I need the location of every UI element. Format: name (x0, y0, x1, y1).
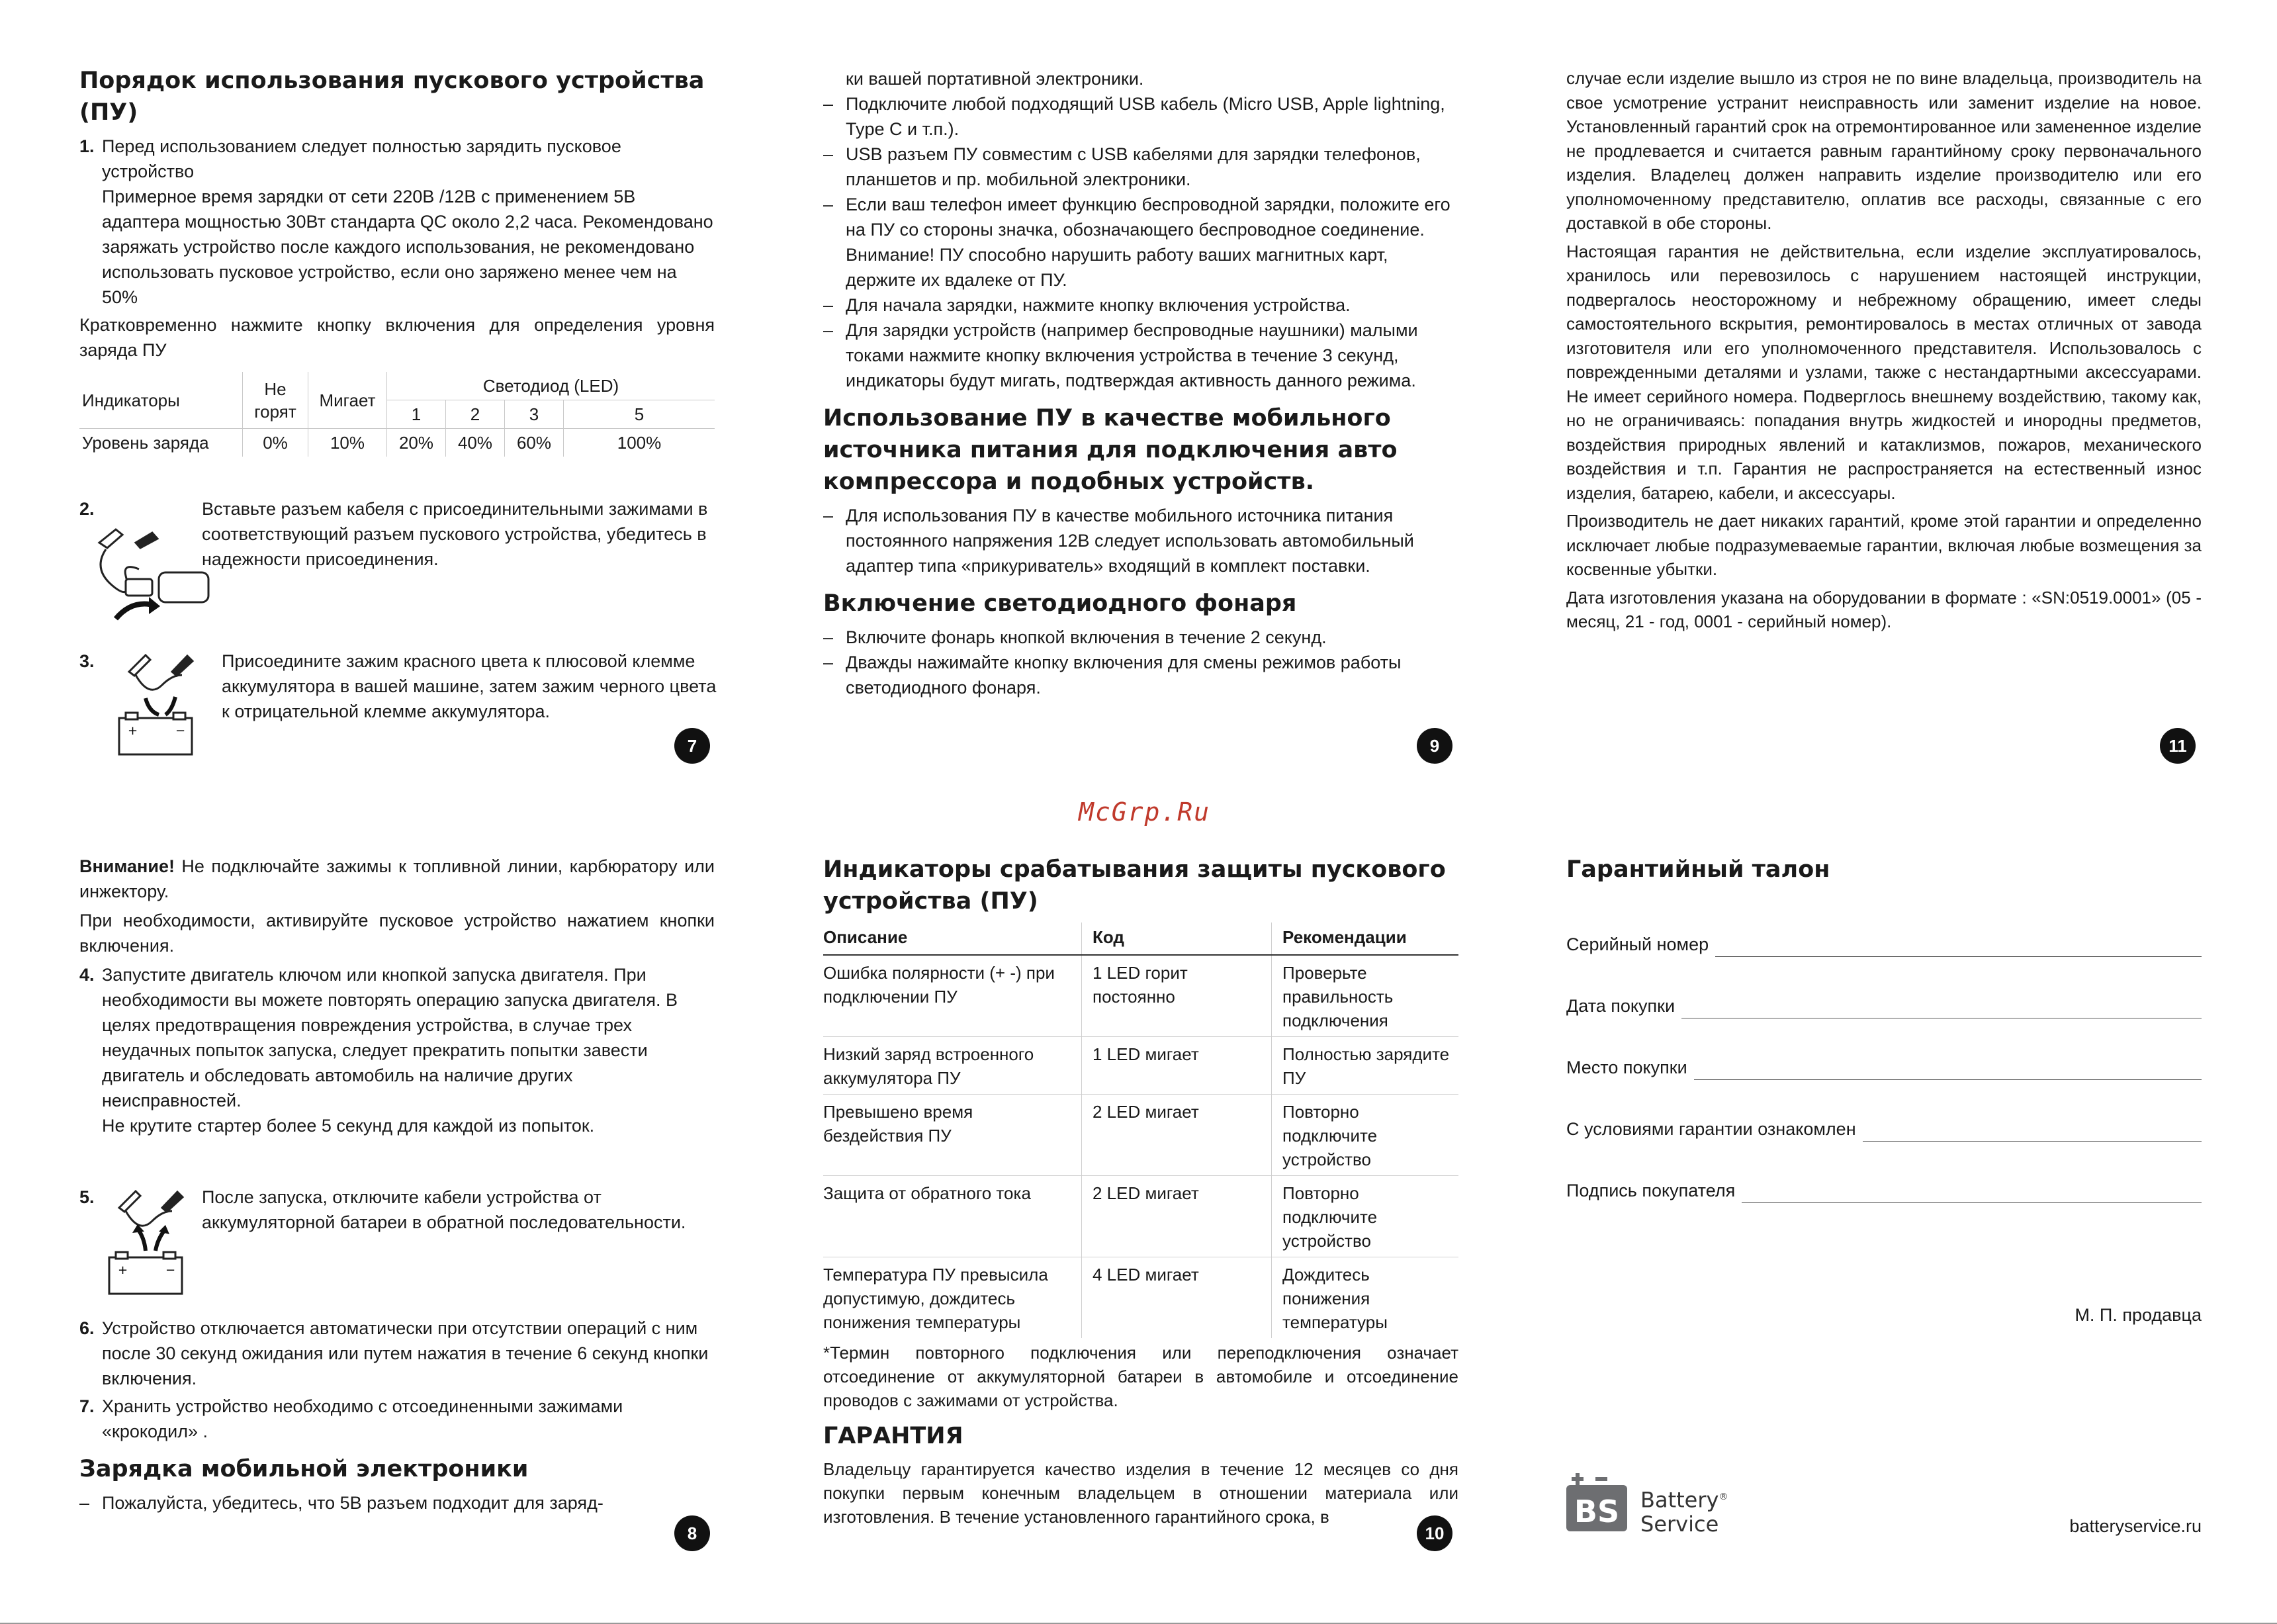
p12-title: Гарантийный талон (1566, 856, 1830, 883)
p10-heading-warranty: ГАРАНТИЯ (823, 1423, 963, 1449)
p7-brief: Кратковременно нажмите кнопку включения для определения уровня заряда ПУ (79, 315, 715, 360)
p8-step-7 (79, 1394, 715, 1444)
p9-bullet: – Для зарядки устройств (например беспроводные наушники) малыми токами нажмите кнопку включения устройства в течение 3 секунд, индикаторы будут мигать, подтверждая активность данного режима. (823, 318, 1458, 393)
p8-step-7-text: Хранить устройство необходимо с отсоединенными зажимами «крокодил» . (102, 1396, 623, 1441)
row-label: Уровень заряда (82, 433, 209, 453)
p11-para-2: Настоящая гарантия не действительна, если изделие эксплуатировалось, хранилось или перевозилось с нарушением настоящей инструкции, подвергалось неосторожному и небрежному обращению, имеет следы самостоятельного вскрытия, ремонтировалось в местах отличных от завода изготовителя или его уполномоченного представителя. Использовалось с поврежденными деталями и узлами, также с нестандартными аксессуарами. Не имеет серийного номера. Подверглось внешнему воздействию, такому как, но не ограничиваясь: попадания внутрь жидкостей и инородны предметов, воздействия природных явлений и катаклизмов, пожаров, механического воздействия и т.п. Гарантия не распространяется на естественный износ изделия, батарею, кабели, и аксессуары. (1566, 241, 2202, 503)
cell-description: Низкий заряд встроенного аккумулятора ПУ (823, 1037, 1082, 1095)
p8-activate: При необходимости, активируйте пусковое устройство нажатием кнопки включения. (79, 911, 715, 956)
p7-step-1-line-a: Перед использованием следует полностью зарядить пусковое устройство (102, 136, 621, 181)
cell-recommendation: Дождитесь понижения температуры (1272, 1257, 1459, 1339)
svg-text:+: + (128, 724, 138, 738)
page-number-10: 10 (1417, 1515, 1452, 1551)
page-9 (823, 66, 1458, 700)
cell-2: 20% (387, 429, 446, 457)
p7-step-1-num: 1. (79, 136, 95, 156)
cell-description: Температура ПУ превысила допустимую, дождитесь понижения температуры (823, 1265, 1048, 1332)
page-12 (1566, 854, 2202, 1328)
p9-h3-bullet: – Дважды нажимайте кнопку включения для смены режимов работы светодиодного фонаря. (823, 650, 1458, 700)
p9-bullet-text: Если ваш телефон имеет функцию беспроводной зарядки, положите его на ПУ со стороны значка, обозначающего беспроводное соединение. Внимание! ПУ способно нарушить работу ваших магнитных карт, держите их вдалеке от ПУ. (846, 195, 1451, 290)
cell-3: 40% (446, 429, 505, 457)
page-number-11: 11 (2160, 728, 2196, 764)
p11-para-1: случае если изделие вышло из строя не по вине владельца, производитель на свое усмотрение устранит неисправность или заменит изделие на новое. Установленный гарантий срок на отремонтированное или замененное изделие не продлевается и считается равным гарантийному сроку первоначального изделия. Владелец должен направить изделие производителю или его уполномоченному представителю, оплатив все расходы, связанные с его доставкой в обе стороны. (1566, 68, 2202, 233)
p8-warning-bold: Внимание! (79, 856, 175, 876)
p7-step-1 (79, 134, 715, 310)
page-number-9: 9 (1417, 728, 1452, 764)
p11-para-3: Производитель не дает никаких гарантий, кроме этой гарантии и определенно исключает любые подразумеваемые гарантии, включая любые возмещения за косвенные убытки. (1566, 511, 2202, 579)
field-label: Дата покупки (1566, 996, 1675, 1016)
p7-step-2 (79, 496, 715, 569)
p8-step-6-text: Устройство отключается автоматически при отсутствии операций с ним после 30 секунд ожидания или путем нажатия в течение 6 секунд кнопки включения. (102, 1318, 709, 1388)
th-blink: Мигает (308, 372, 387, 429)
p8-warning (79, 854, 715, 904)
page-10 (823, 854, 1458, 1533)
cell-description: Защита от обратного тока (823, 1176, 1082, 1257)
p8-step-4-line-b: Не крутите стартер более 5 секунд для каждой из попыток. (102, 1116, 595, 1136)
p9-bullet: – USB разъем ПУ совместим с USB кабелями для зарядки телефонов, планшетов и пр. мобильной электроники. (823, 142, 1458, 192)
table-row (823, 1176, 1458, 1257)
p7-title: Порядок использования пускового устройства (ПУ) (79, 68, 705, 126)
p10-title: Индикаторы срабатывания защиты пускового устройства (ПУ) (823, 856, 1446, 915)
p11-para-4: Дата изготовления указана на оборудовании в формате : «SN:0519.0001» (05 - месяц, 21 - год, 0001 - серийный номер). (1566, 587, 2202, 631)
p8-step-6-num: 6. (79, 1318, 95, 1338)
website-url: batteryservice.ru (2069, 1516, 2202, 1536)
p9-h3-bullet: – Включите фонарь кнопкой включения в течение 2 секунд. (823, 625, 1458, 650)
page-8 (79, 854, 715, 1141)
p9-bullet: – Подключите любой подходящий USB кабель (Micro USB, Apple lightning, Type C и т.п.). (823, 91, 1458, 142)
table-row (823, 955, 1458, 1037)
p7-step-1-line-b: Примерное время зарядки от сети 220В /12В с применением 5В адаптера мощностью 30Вт стандарта QC около 2,2 часа. Рекомендовано заряжать устройство после каждого использования, не рекомендовано использовать пусковое устройство, если оно заряжено менее чем на 50% (102, 187, 713, 307)
field-label: Подпись покупателя (1566, 1181, 1736, 1200)
p8-step-5-num: 5. (79, 1187, 95, 1207)
p8-step-6 (79, 1316, 715, 1391)
field-label: Место покупки (1566, 1058, 1687, 1077)
p9-h2-bullet: – Для использования ПУ в качестве мобильного источника питания постоянного напряжения 12В следует использовать автомобильный адаптер типа «прикуриватель» входящий в комплект поставки. (823, 503, 1458, 578)
battery-clamp-illustration (109, 652, 208, 758)
p8-bullet-text: Пожалуйста, убедитесь, что 5В разъем подходит для заряд- (102, 1493, 603, 1513)
field-label: С условиями гарантии ознакомлен (1566, 1119, 1856, 1139)
p7-step-3-num: 3. (79, 651, 95, 671)
p9-heading-mobile-power: Использование ПУ в качестве мобильного источника питания для подключения авто компрессора и подобных устройств. (823, 405, 1398, 495)
cell-5: 100% (564, 429, 715, 457)
th-led-3: 3 (505, 400, 564, 429)
p8-heading-mobile-charging: Зарядка мобильной электроники (79, 1456, 529, 1482)
p7-step-2-num: 2. (79, 499, 95, 519)
charge-level-table (79, 372, 715, 457)
p9-bullet: – Если ваш телефон имеет функцию беспроводной зарядки, положите его на ПУ со стороны значка, обозначающего беспроводное соединение. Внимание! ПУ способно нарушить работу ваших магнитных карт, держите их вдалеке от ПУ. (823, 192, 1458, 293)
page-11 (1566, 66, 2202, 638)
page-8-lower (79, 1316, 715, 1515)
cell-recommendation: Полностью зарядите ПУ (1272, 1037, 1459, 1095)
p9-bullet-text: Для начала зарядки, нажмите кнопку включения устройства. (846, 295, 1351, 315)
cell-1: 10% (308, 429, 387, 457)
p9-bullet: – Для начала зарядки, нажмите кнопку включения устройства. (823, 293, 1458, 318)
cell-code: 4 LED мигает (1082, 1257, 1272, 1339)
cable-connection-illustration (86, 523, 212, 629)
seller-stamp-label: М. П. продавца (2075, 1305, 2202, 1325)
p8-warning-text: Не подключайте зажимы к топливной линии, карбюратору или инжектору. (79, 856, 715, 901)
th-led-1: 1 (387, 400, 446, 429)
p9-h3-bullet-text: Включите фонарь кнопкой включения в течение 2 секунд. (846, 627, 1327, 647)
svg-text:−: − (175, 724, 186, 738)
field-line[interactable] (1715, 936, 2202, 957)
cell-description: Превышено время бездействия ПУ (823, 1095, 1082, 1176)
battery-service-logo (1566, 1470, 1765, 1537)
th-led-5: 5 (564, 400, 715, 429)
p8-step-4-num: 4. (79, 965, 95, 985)
field-serial-number[interactable] (1566, 932, 2202, 957)
p9-bullet-text: USB разъем ПУ совместим с USB кабелями для зарядки телефонов, планшетов и пр. мобильной электроники. (846, 144, 1421, 189)
p9-bullet-text: Для зарядки устройств (например беспроводные наушники) малыми токами нажмите кнопку включения устройства в течение 3 секунд, индикаторы будут мигать, подтверждая активность данного режима. (846, 320, 1418, 390)
page-7 (79, 65, 715, 457)
field-line[interactable] (1681, 998, 2202, 1018)
p8-step-5-text: После запуска, отключите кабели устройства от аккумуляторной батареи в обратной последовательности. (202, 1187, 686, 1232)
p7-step-3-text: Присоедините зажим красного цвета к плюсовой клемме аккумулятора в вашей машине, затем зажим черного цвета к отрицательной клемме аккумулятора. (222, 651, 717, 721)
field-line[interactable] (1742, 1183, 2202, 1203)
p10-note: *Термин повторного подключения или переподключения означает отсоединение от аккумуляторной батареи в автомобиле и отсоединение проводов с зажимами от устройства. (823, 1343, 1458, 1410)
logo-registered: ® (1719, 1492, 1728, 1502)
th-led-2: 2 (446, 400, 505, 429)
th-led: Светодиод (LED) (387, 372, 715, 400)
cell-recommendation: Повторно подключите устройство (1272, 1095, 1459, 1176)
th-off: Не горят (243, 372, 308, 429)
p9-heading-flashlight: Включение светодиодного фонаря (823, 590, 1297, 617)
table-row (823, 1257, 1458, 1339)
th-indicators: Индикаторы (79, 372, 243, 429)
cell-description: Ошибка полярности (+ -) при подключении ПУ (823, 955, 1082, 1037)
logo-bs-letters: BS (1574, 1494, 1620, 1529)
cell-code: 2 LED мигает (1082, 1095, 1272, 1176)
th-recommendations: Рекомендации (1272, 923, 1459, 955)
svg-text:−: − (165, 1263, 176, 1277)
field-purchase-date[interactable] (1566, 993, 2202, 1018)
p8-step-4 (79, 962, 715, 1138)
battery-disconnect-illustration (99, 1188, 199, 1297)
cell-0: 0% (243, 429, 308, 457)
table-row (823, 1095, 1458, 1176)
cell-recommendation: Повторно подключите устройство (1272, 1176, 1459, 1257)
p7-step-2-text: Вставьте разъем кабеля с присоединительными зажимами в соответствующий разъем пускового устройства, убедитесь в надежности присоединения. (202, 499, 708, 569)
field-label: Серийный номер (1566, 934, 1709, 954)
logo-text-line1: Battery (1640, 1487, 1719, 1513)
field-line[interactable] (1863, 1121, 2202, 1142)
protection-indicators-table (823, 923, 1458, 1338)
page-number-7: 7 (674, 728, 710, 764)
p9-continued-line: ки вашей портативной электроники. (846, 69, 1144, 89)
p10-warranty-text: Владельцу гарантируется качество изделия в течение 12 месяцев со дня покупки первым конечным владельцем в отношении материала или изготовления. В течение установленного гарантийного срока, в (823, 1459, 1458, 1527)
logo-text-line2: Service (1640, 1511, 1719, 1537)
th-description: Описание (823, 923, 1082, 955)
page-number-8: 8 (674, 1515, 710, 1551)
cell-code: 1 LED горит постоянно (1082, 955, 1272, 1037)
field-line[interactable] (1694, 1060, 2202, 1080)
cell-recommendation: Проверьте правильность подключения (1272, 955, 1459, 1037)
p8-step-4-line-a: Запустите двигатель ключом или кнопкой запуска двигателя. При необходимости вы можете повторять операцию запуска двигателя. В целях предотвращения повреждения устройства, в случае трех неудачных попыток запуска, следует прекратить попытки завести двигатель и обследовать автомобиль на наличие других неисправностей. (102, 965, 678, 1110)
field-buyer-signature[interactable] (1566, 1178, 2202, 1203)
field-terms-acknowledged[interactable] (1566, 1116, 2202, 1142)
p8-bullet: – Пожалуйста, убедитесь, что 5В разъем подходит для заряд- (79, 1490, 715, 1515)
cell-4: 60% (505, 429, 564, 457)
th-code: Код (1082, 923, 1272, 955)
svg-text:+: + (118, 1263, 128, 1277)
p9-h3-bullet-text: Дважды нажимайте кнопку включения для смены режимов работы светодиодного фонаря. (846, 653, 1402, 698)
cell-code: 1 LED мигает (1082, 1037, 1272, 1095)
p9-h2-bullet-text: Для использования ПУ в качестве мобильного источника питания постоянного напряжения 12В следует использовать автомобильный адаптер типа «прикуриватель» входящий в комплект поставки. (846, 506, 1414, 576)
cell-code: 2 LED мигает (1082, 1176, 1272, 1257)
field-purchase-place[interactable] (1566, 1055, 2202, 1080)
p8-step-7-num: 7. (79, 1396, 95, 1416)
watermark: McGrp.Ru (1079, 797, 1211, 827)
p9-bullet-text: Подключите любой подходящий USB кабель (Micro USB, Apple lightning, Type C и т.п.). (846, 94, 1445, 139)
table-row (823, 1037, 1458, 1095)
